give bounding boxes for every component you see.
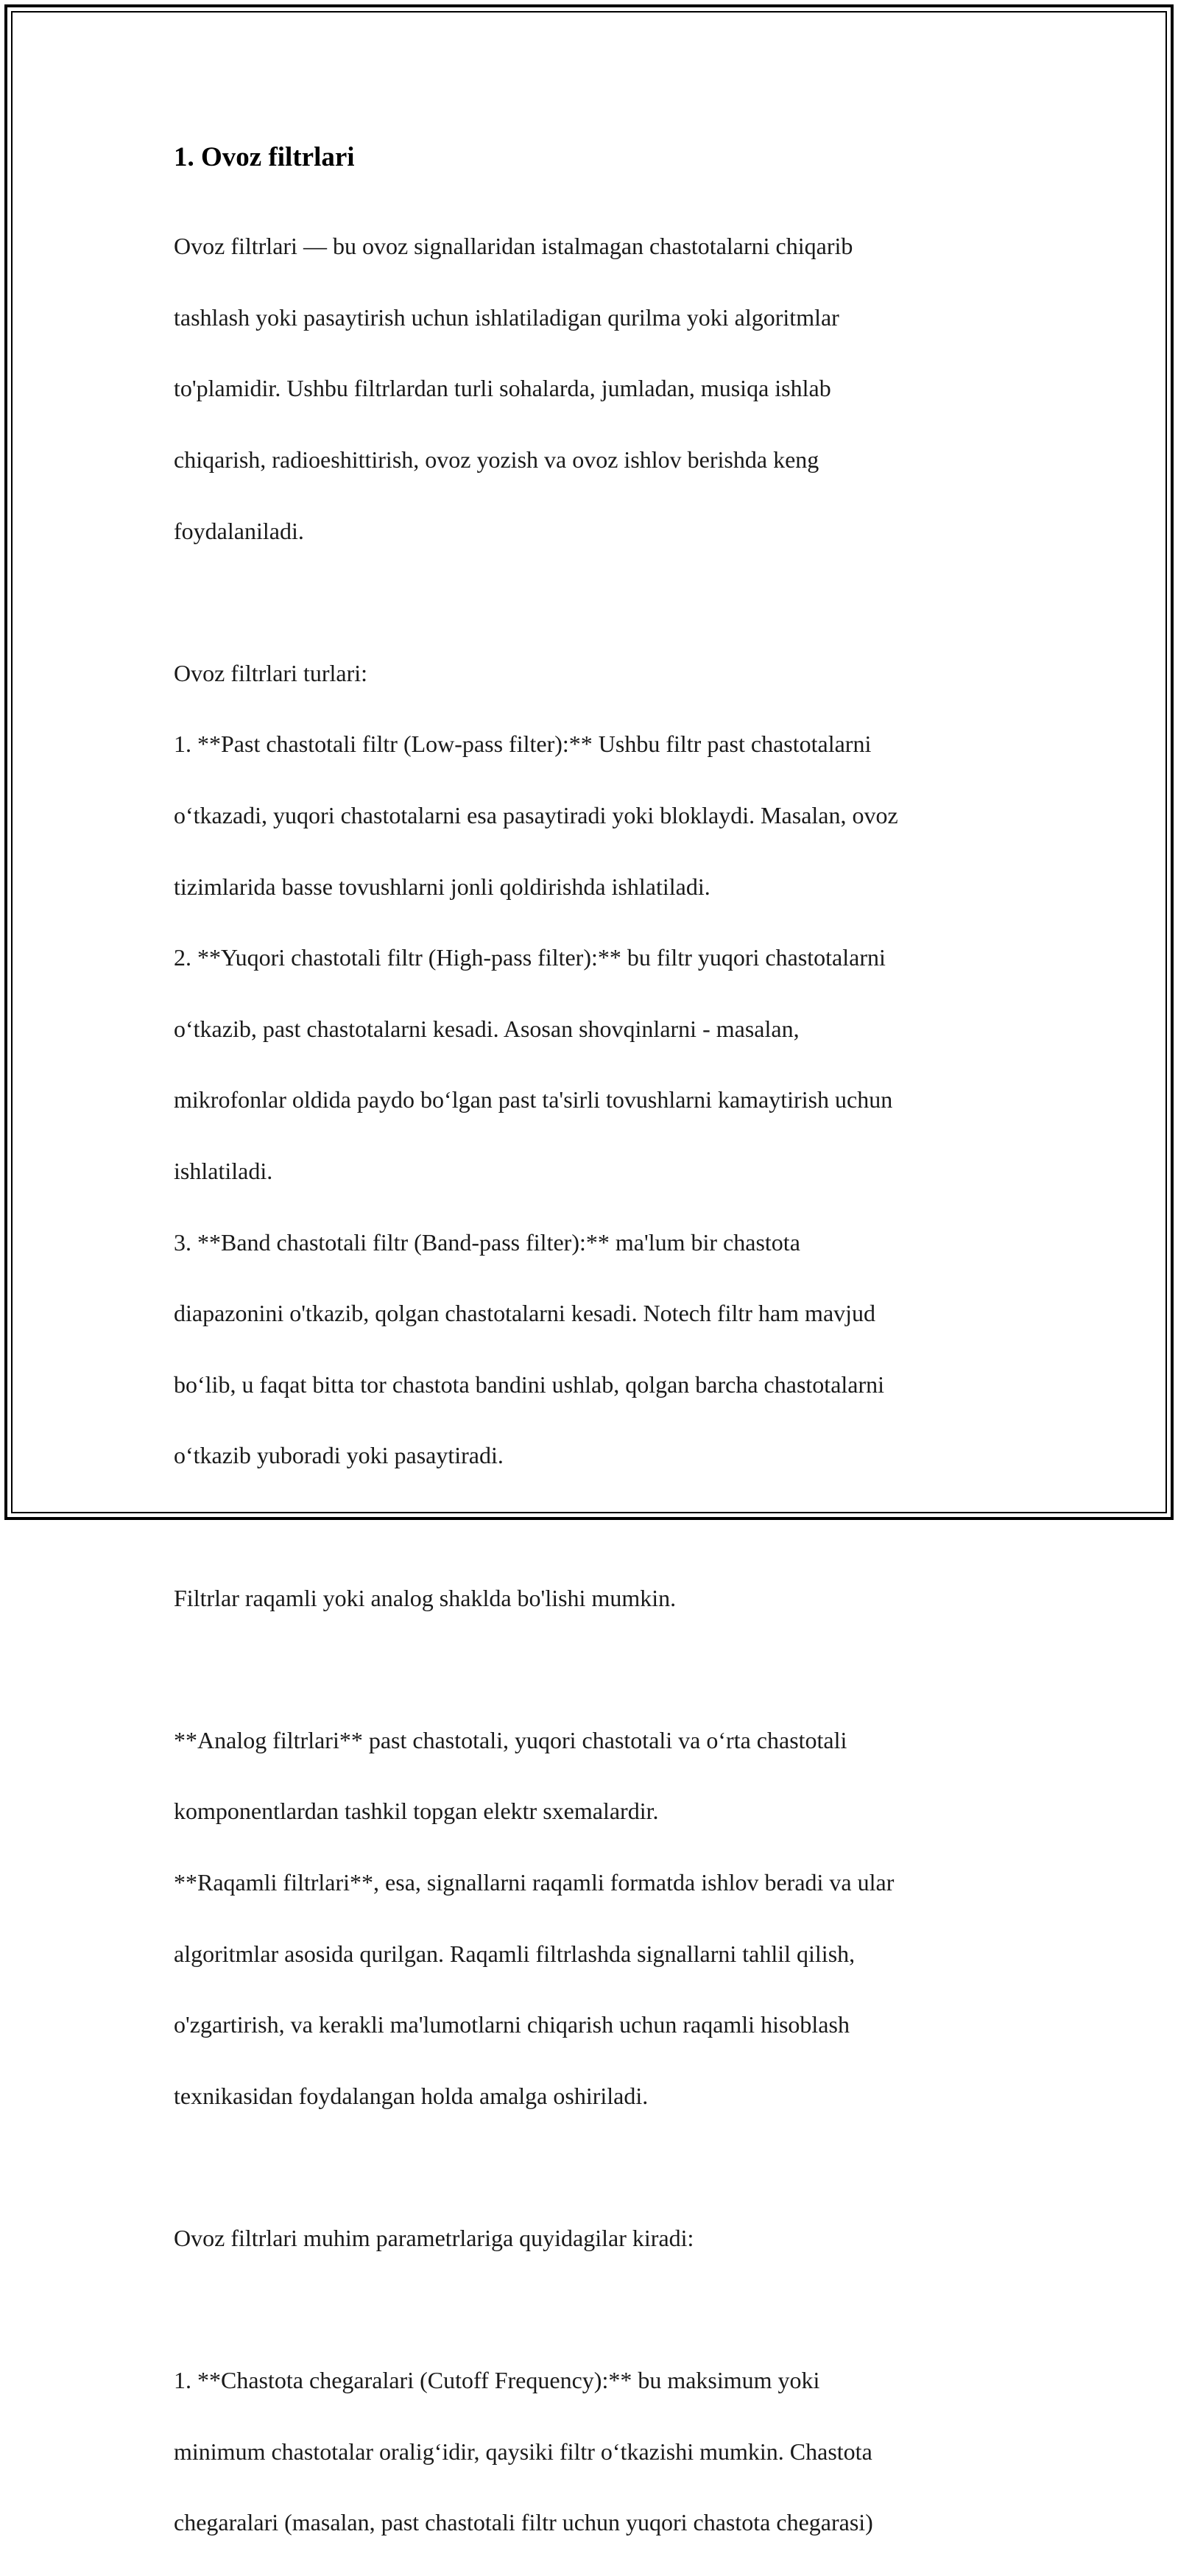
paragraph-gap [174,2292,1013,2327]
text-line: **Analog filtrlari** past chastotali, yuqori chastotali va o‘rta chastotali [174,1726,847,1753]
text-line: komponentlardan tashkil topgan elektr sxemalardir. [174,1798,659,1825]
section-heading: 1. Ovoz filtrlari [174,142,355,172]
text-line: 3. **Band chastotali filtr (Band-pass filter):** ma'lum bir chastota [174,1228,800,1256]
text-line: algoritmlar asosida qurilgan. Raqamli filtrlashda signallarni tahlil qilish, [174,1940,856,1967]
filter-form-paragraph [174,1544,1013,1651]
text-line: Filtrlar raqamli yoki analog shakldа bo'lishi mumkin. [174,1584,677,1611]
text-line: Ovoz filtrlari turlari: [174,659,368,686]
paragraph-gap [174,1509,1013,1544]
text-line: 1. **Chastota chegaralari (Cutoff Frequency):** bu maksimum yoki [174,2367,820,2394]
text-line: bo‘lib, u faqat bitta tor chastota bandini ushlab, qolgan barcha chastotalarni [174,1370,885,1398]
text-line: o‘tkazadi, yuqori chastotalarni esa pasaytiradi yoki bloklaydi. Masalan, ovoz [174,802,898,829]
text-line: diapazonini o'tkazib, qolgan chastotalarni kesadi. Notech filtr ham mavjud [174,1300,876,1327]
text-line: Ovoz filtrlari — bu ovoz signallaridan istalmagan chastotalarni chiqarib [174,233,853,260]
filter-types-paragraph [174,620,1013,1509]
parameters-paragraph [174,2327,1013,2576]
text-line: foydalaniladi. [174,517,304,544]
parameters-intro-paragraph [174,2185,1013,2292]
text-line: Ovoz filtrlari muhim parametrlariga quyidagilar kiradi: [174,2224,694,2251]
paragraph-gap [174,1651,1013,1686]
paragraph-gap [174,584,1013,619]
text-line: texnikasidan foydalangan holda amalga oshiriladi. [174,2082,649,2109]
text-line: tizimlarida basse tovushlarni jonli qoldirishda ishlatiladi. [174,873,710,900]
text-line: mikrofonlar oldida paydo bo‘lgan past ta'sirli tovushlarni kamaytirish uchun [174,1086,893,1113]
analog-digital-paragraph [174,1686,1013,2149]
text-line: 1. **Past chastotali filtr (Low-pass filter):** Ushbu filtr past chastotalarni [174,731,872,758]
text-line: chegaralari (masalan, past chastotali filtr uchun yuqori chastota chegarasi) [174,2509,873,2536]
intro-paragraph [174,193,1013,584]
document-body [174,137,1013,2576]
paragraph-gap [174,2149,1013,2184]
text-line: minimum chastotalar oralig‘idir, qaysiki filtr o‘tkazishi mumkin. Chastota [174,2438,872,2465]
text-line: tashlash yoki pasaytirish uchun ishlatiladigan qurilma yoki algoritmlar [174,303,839,331]
text-line: o‘tkazib yuboradi yoki pasaytiradi. [174,1442,504,1469]
text-line: **Raqamli filtrlari**, esa, signallarni raqamli formatda ishlov beradi va ular [174,1868,895,1896]
text-line: o‘tkazib, past chastotalarni kesadi. Asosan shovqinlarni - masalan, [174,1015,800,1042]
text-line: 2. **Yuqori chastotali filtr (High-pass filter):** bu filtr yuqori chastotalarni [174,944,886,971]
text-line: to'plamidir. Ushbu filtrlardan turli sohalarda, jumladan, musiqa ishlab [174,375,831,402]
text-line: chiqarish, radioeshittirish, ovoz yozish va ovoz ishlov berishda keng [174,446,819,474]
text-line: o'zgartirish, va kerakli ma'lumotlarni chiqarish uchun raqamli hisoblash [174,2011,850,2038]
text-line: ishlatiladi. [174,1158,273,1185]
